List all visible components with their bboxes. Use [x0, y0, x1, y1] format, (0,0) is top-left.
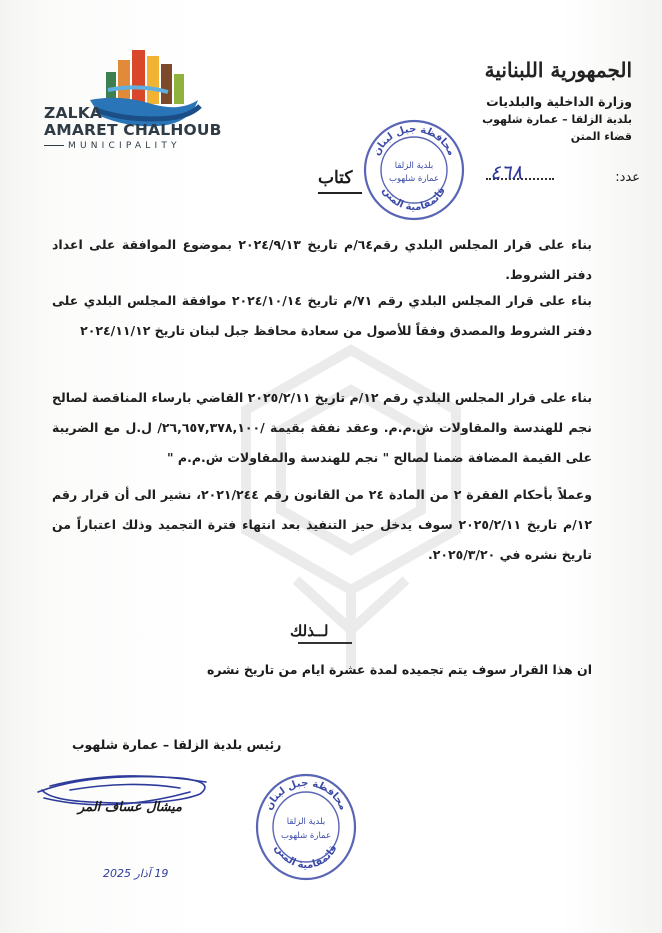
- mayor-name: ميشال عساف المر: [78, 800, 182, 815]
- svg-text:محافظة جبل لبنان: محافظة جبل لبنان: [371, 123, 457, 158]
- therefore-underline: [298, 642, 352, 644]
- stamp-bottom-line2: عمارة شلهوب: [280, 831, 332, 841]
- republic-heading: الجمهورية اللبنانية: [484, 58, 632, 82]
- title-underline: [318, 192, 362, 194]
- official-stamp-icon: [362, 118, 466, 222]
- therefore-heading: لــذلك: [290, 622, 329, 640]
- stamp-top-line2: عمارة شلهوب: [388, 174, 440, 184]
- svg-text:محافظة جبل لبنان: محافظة جبل لبنان: [263, 777, 349, 812]
- svg-text:قائمقامية المتن: قائمقامية المتن: [380, 185, 448, 214]
- district-heading: قضاء المتن: [570, 130, 632, 143]
- mayor-title: رئيس بلدية الزلقا – عمارة شلهوب: [72, 737, 282, 752]
- reference-label: عدد:: [615, 170, 640, 185]
- decision-text: ان هذا القرار سوف يتم تجميده لمدة عشرة ايام من تاريخ نشره: [206, 662, 592, 677]
- paragraph-2: بناء على قرار المجلس البلدي رقم ٧١/م تاريخ ٢٠٢٤/١٠/١٤ موافقة المجلس البلدي على دفتر الشروط والمصدق وفقاً للأصول من سعادة محافظ جبل لبنان تاريخ ٢٠٢٤/١١/١٢: [52, 293, 592, 338]
- stamp-top-line1: بلدية الزلقا: [394, 161, 434, 171]
- logo-text: [44, 105, 224, 151]
- reference-number: ٤٦٨: [490, 160, 523, 184]
- paragraph-4: وعملاً بأحكام الفقرة ٢ من المادة ٢٤ من القانون رقم ٢٠٢١/٢٤٤، نشير الى أن قرار رقم ١٢/م تاريخ ٢٠٢٥/٢/١١ سوف يدخل حيز التنفيذ بعد انتهاء فترة التجميد وذلك اعتباراً من تاريخ نشره في ٢٠٢٥/٣/٢٠.: [52, 487, 593, 562]
- paragraph-1: بناء على قرار المجلس البلدي رقم٦٤/م تاريخ ٢٠٢٤/٩/١٣ بموضوع الموافقة على اعداد دفتر الشروط.: [52, 237, 592, 282]
- ministry-heading: وزارة الداخلية والبلديات: [486, 94, 632, 109]
- paragraph-3: بناء على قرار المجلس البلدي رقم ١٢/م تاريخ ٢٠٢٥/٢/١١ القاضي بارساء المناقصة لصالح نجم للهندسة والمقاولات ش.م.م. وعقد نفقة بقيمة /٢٦,٦٥٧,٣٧٨,١٠٠/ ل.ل مع الضريبة على القيمة المضافة ضمنا لصالح " نجم للهندسة والمقاولات ش.م.م ": [52, 390, 593, 465]
- handwritten-signature-icon: [30, 762, 220, 828]
- logo-title-line1: ZALKA: [44, 104, 103, 122]
- logo-subtitle: MUNICIPALITY: [44, 141, 224, 151]
- svg-text:قائمقامية المتن: قائمقامية المتن: [272, 843, 340, 872]
- municipality-heading: بلدية الزلقا – عمارة شلهوب: [482, 113, 632, 126]
- official-stamp-icon: [254, 772, 358, 882]
- letter-title: كتاب: [318, 168, 353, 188]
- stamp-bottom-line1: بلدية الزلقا: [286, 817, 326, 827]
- logo-title-line2: AMARET CHALHOUB: [44, 121, 222, 139]
- signature-date: 19 آذار 2025: [103, 867, 169, 880]
